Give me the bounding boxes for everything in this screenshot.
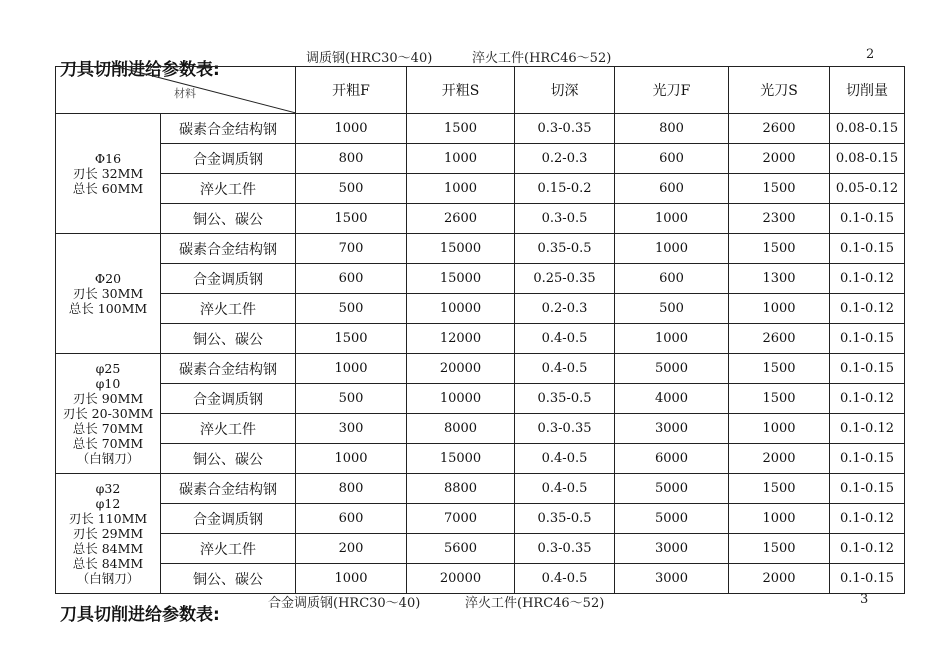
value-cell: 600 bbox=[296, 264, 407, 294]
value-cell: 800 bbox=[296, 474, 407, 504]
value-cell: 8800 bbox=[407, 474, 515, 504]
tool-spec-line: 刃长 32MM bbox=[72, 166, 144, 181]
tool-spec-line: 刃长 110MM bbox=[68, 511, 148, 526]
value-cell: 1000 bbox=[729, 504, 830, 534]
value-cell: 1000 bbox=[296, 114, 407, 144]
value-cell: 1000 bbox=[407, 144, 515, 174]
value-cell: 2600 bbox=[407, 204, 515, 234]
table-row bbox=[56, 204, 905, 234]
value-cell: 2000 bbox=[729, 444, 830, 474]
page-title: 刀具切削进给参数表: bbox=[60, 60, 220, 80]
material-cell: 碳素合金结构钢 bbox=[161, 354, 296, 384]
page-number-next: 3 bbox=[860, 592, 869, 607]
column-header: 光刀F bbox=[615, 67, 729, 114]
material-cell: 铜公、碳公 bbox=[161, 324, 296, 354]
value-cell: 10000 bbox=[407, 294, 515, 324]
material-cell: 碳素合金结构钢 bbox=[161, 114, 296, 144]
column-header: 开粗S bbox=[407, 67, 515, 114]
value-cell: 8000 bbox=[407, 414, 515, 444]
tool-spec-cell bbox=[56, 474, 161, 594]
value-cell: 2000 bbox=[729, 564, 830, 594]
value-cell: 0.1-0.12 bbox=[830, 534, 905, 564]
value-cell: 15000 bbox=[407, 444, 515, 474]
value-cell: 3000 bbox=[615, 414, 729, 444]
material-cell: 铜公、碳公 bbox=[161, 564, 296, 594]
value-cell: 0.35-0.5 bbox=[515, 504, 615, 534]
value-cell: 1500 bbox=[729, 474, 830, 504]
value-cell: 1000 bbox=[296, 564, 407, 594]
value-cell: 0.15-0.2 bbox=[515, 174, 615, 204]
value-cell: 10000 bbox=[407, 384, 515, 414]
value-cell: 2600 bbox=[729, 114, 830, 144]
table-row bbox=[56, 264, 905, 294]
value-cell: 0.4-0.5 bbox=[515, 324, 615, 354]
value-cell: 1000 bbox=[615, 234, 729, 264]
tool-spec-line: （白钢刀） bbox=[76, 451, 140, 466]
value-cell: 0.05-0.12 bbox=[830, 174, 905, 204]
value-cell: 15000 bbox=[407, 264, 515, 294]
value-cell: 1000 bbox=[729, 414, 830, 444]
material-cell: 淬火工件 bbox=[161, 174, 296, 204]
material-cell: 碳素合金结构钢 bbox=[161, 234, 296, 264]
column-header: 切削量 bbox=[830, 67, 905, 114]
tool-spec-line: 总长 84MM bbox=[72, 541, 144, 556]
value-cell: 0.2-0.3 bbox=[515, 294, 615, 324]
value-cell: 600 bbox=[615, 264, 729, 294]
table-row bbox=[56, 234, 905, 264]
value-cell: 0.1-0.15 bbox=[830, 564, 905, 594]
value-cell: 12000 bbox=[407, 324, 515, 354]
value-cell: 0.1-0.15 bbox=[830, 474, 905, 504]
value-cell: 3000 bbox=[615, 564, 729, 594]
tool-spec-cell bbox=[56, 234, 161, 354]
value-cell: 1500 bbox=[407, 114, 515, 144]
value-cell: 0.1-0.15 bbox=[830, 204, 905, 234]
tool-spec-line: Φ20 bbox=[94, 271, 122, 286]
table-body bbox=[56, 114, 905, 594]
value-cell: 600 bbox=[615, 144, 729, 174]
tool-spec-line: 总长 100MM bbox=[68, 301, 148, 316]
tool-spec-line: φ12 bbox=[95, 496, 121, 511]
table-row bbox=[56, 504, 905, 534]
value-cell: 800 bbox=[615, 114, 729, 144]
corner-header-cell bbox=[56, 67, 296, 114]
value-cell: 0.1-0.15 bbox=[830, 444, 905, 474]
value-cell: 0.1-0.12 bbox=[830, 414, 905, 444]
value-cell: 1000 bbox=[615, 324, 729, 354]
tool-spec-line: 刃长 20-30MM bbox=[62, 406, 154, 421]
value-cell: 600 bbox=[615, 174, 729, 204]
material-cell: 淬火工件 bbox=[161, 414, 296, 444]
header-note-left: 调质钢(HRC30～40) bbox=[306, 51, 433, 66]
material-cell: 合金调质钢 bbox=[161, 264, 296, 294]
value-cell: 1000 bbox=[296, 354, 407, 384]
value-cell: 0.1-0.15 bbox=[830, 324, 905, 354]
value-cell: 3000 bbox=[615, 534, 729, 564]
value-cell: 1000 bbox=[615, 204, 729, 234]
table-row bbox=[56, 474, 905, 504]
value-cell: 1000 bbox=[729, 294, 830, 324]
value-cell: 20000 bbox=[407, 564, 515, 594]
tool-spec-line: 刃长 30MM bbox=[72, 286, 144, 301]
table-row bbox=[56, 324, 905, 354]
value-cell: 0.1-0.12 bbox=[830, 294, 905, 324]
value-cell: 0.3-0.35 bbox=[515, 114, 615, 144]
tool-spec-line: 总长 84MM bbox=[72, 556, 144, 571]
value-cell: 0.1-0.12 bbox=[830, 504, 905, 534]
value-cell: 1500 bbox=[729, 234, 830, 264]
table-row bbox=[56, 444, 905, 474]
corner-label-material: 材料 bbox=[174, 87, 196, 100]
material-cell: 合金调质钢 bbox=[161, 504, 296, 534]
table-row bbox=[56, 414, 905, 444]
header-note-right: 淬火工件(HRC46～52) bbox=[472, 51, 612, 66]
tool-spec-line: 总长 70MM bbox=[72, 421, 144, 436]
value-cell: 0.35-0.5 bbox=[515, 234, 615, 264]
value-cell: 7000 bbox=[407, 504, 515, 534]
value-cell: 0.1-0.12 bbox=[830, 384, 905, 414]
value-cell: 5000 bbox=[615, 354, 729, 384]
material-cell: 铜公、碳公 bbox=[161, 444, 296, 474]
footer-note-left: 合金调质钢(HRC30～40) bbox=[268, 596, 421, 611]
tool-spec-line: 刃长 90MM bbox=[72, 391, 144, 406]
tool-spec-line: 总长 60MM bbox=[72, 181, 144, 196]
value-cell: 5000 bbox=[615, 504, 729, 534]
page-number: 2 bbox=[866, 47, 875, 62]
value-cell: 500 bbox=[296, 174, 407, 204]
value-cell: 1500 bbox=[729, 534, 830, 564]
value-cell: 300 bbox=[296, 414, 407, 444]
column-header: 切深 bbox=[515, 67, 615, 114]
table-row bbox=[56, 384, 905, 414]
value-cell: 1300 bbox=[729, 264, 830, 294]
table-row bbox=[56, 294, 905, 324]
value-cell: 2300 bbox=[729, 204, 830, 234]
tool-spec-cell bbox=[56, 354, 161, 474]
value-cell: 1500 bbox=[296, 324, 407, 354]
value-cell: 800 bbox=[296, 144, 407, 174]
material-cell: 碳素合金结构钢 bbox=[161, 474, 296, 504]
material-cell: 淬火工件 bbox=[161, 534, 296, 564]
value-cell: 0.08-0.15 bbox=[830, 114, 905, 144]
value-cell: 0.1-0.15 bbox=[830, 354, 905, 384]
tool-spec-line: φ32 bbox=[95, 481, 121, 496]
value-cell: 1500 bbox=[729, 174, 830, 204]
tool-spec-line: Φ16 bbox=[94, 151, 122, 166]
value-cell: 1000 bbox=[296, 444, 407, 474]
value-cell: 500 bbox=[296, 294, 407, 324]
cutting-parameter-table bbox=[55, 66, 905, 594]
value-cell: 0.35-0.5 bbox=[515, 384, 615, 414]
table-row bbox=[56, 354, 905, 384]
value-cell: 0.4-0.5 bbox=[515, 474, 615, 504]
tool-spec-line: φ25 bbox=[95, 361, 121, 376]
value-cell: 600 bbox=[296, 504, 407, 534]
value-cell: 500 bbox=[615, 294, 729, 324]
value-cell: 1500 bbox=[729, 384, 830, 414]
column-header: 开粗F bbox=[296, 67, 407, 114]
table-row bbox=[56, 564, 905, 594]
value-cell: 0.4-0.5 bbox=[515, 444, 615, 474]
value-cell: 5600 bbox=[407, 534, 515, 564]
value-cell: 1500 bbox=[729, 354, 830, 384]
value-cell: 6000 bbox=[615, 444, 729, 474]
value-cell: 2600 bbox=[729, 324, 830, 354]
page-title-next: 刀具切削进给参数表: bbox=[60, 605, 220, 625]
value-cell: 4000 bbox=[615, 384, 729, 414]
tool-spec-line: 刃长 29MM bbox=[72, 526, 144, 541]
value-cell: 0.1-0.12 bbox=[830, 264, 905, 294]
value-cell: 5000 bbox=[615, 474, 729, 504]
value-cell: 1000 bbox=[407, 174, 515, 204]
value-cell: 0.3-0.35 bbox=[515, 534, 615, 564]
table-row bbox=[56, 534, 905, 564]
material-cell: 合金调质钢 bbox=[161, 384, 296, 414]
value-cell: 0.1-0.15 bbox=[830, 234, 905, 264]
material-cell: 铜公、碳公 bbox=[161, 204, 296, 234]
material-cell: 淬火工件 bbox=[161, 294, 296, 324]
tool-spec-line: 总长 70MM bbox=[72, 436, 144, 451]
material-cell: 合金调质钢 bbox=[161, 144, 296, 174]
value-cell: 1500 bbox=[296, 204, 407, 234]
value-cell: 2000 bbox=[729, 144, 830, 174]
value-cell: 0.3-0.5 bbox=[515, 204, 615, 234]
value-cell: 500 bbox=[296, 384, 407, 414]
tool-spec-line: φ10 bbox=[95, 376, 121, 391]
value-cell: 0.4-0.5 bbox=[515, 354, 615, 384]
table-row bbox=[56, 144, 905, 174]
footer-note-right: 淬火工件(HRC46～52) bbox=[465, 596, 605, 611]
value-cell: 0.4-0.5 bbox=[515, 564, 615, 594]
table-row bbox=[56, 174, 905, 204]
value-cell: 200 bbox=[296, 534, 407, 564]
tool-spec-line: （白钢刀） bbox=[76, 571, 140, 586]
value-cell: 0.3-0.35 bbox=[515, 414, 615, 444]
column-header: 光刀S bbox=[729, 67, 830, 114]
value-cell: 15000 bbox=[407, 234, 515, 264]
value-cell: 700 bbox=[296, 234, 407, 264]
tool-spec-cell bbox=[56, 114, 161, 234]
value-cell: 0.08-0.15 bbox=[830, 144, 905, 174]
value-cell: 0.2-0.3 bbox=[515, 144, 615, 174]
header-row bbox=[56, 67, 905, 114]
value-cell: 20000 bbox=[407, 354, 515, 384]
value-cell: 0.25-0.35 bbox=[515, 264, 615, 294]
table-row bbox=[56, 114, 905, 144]
